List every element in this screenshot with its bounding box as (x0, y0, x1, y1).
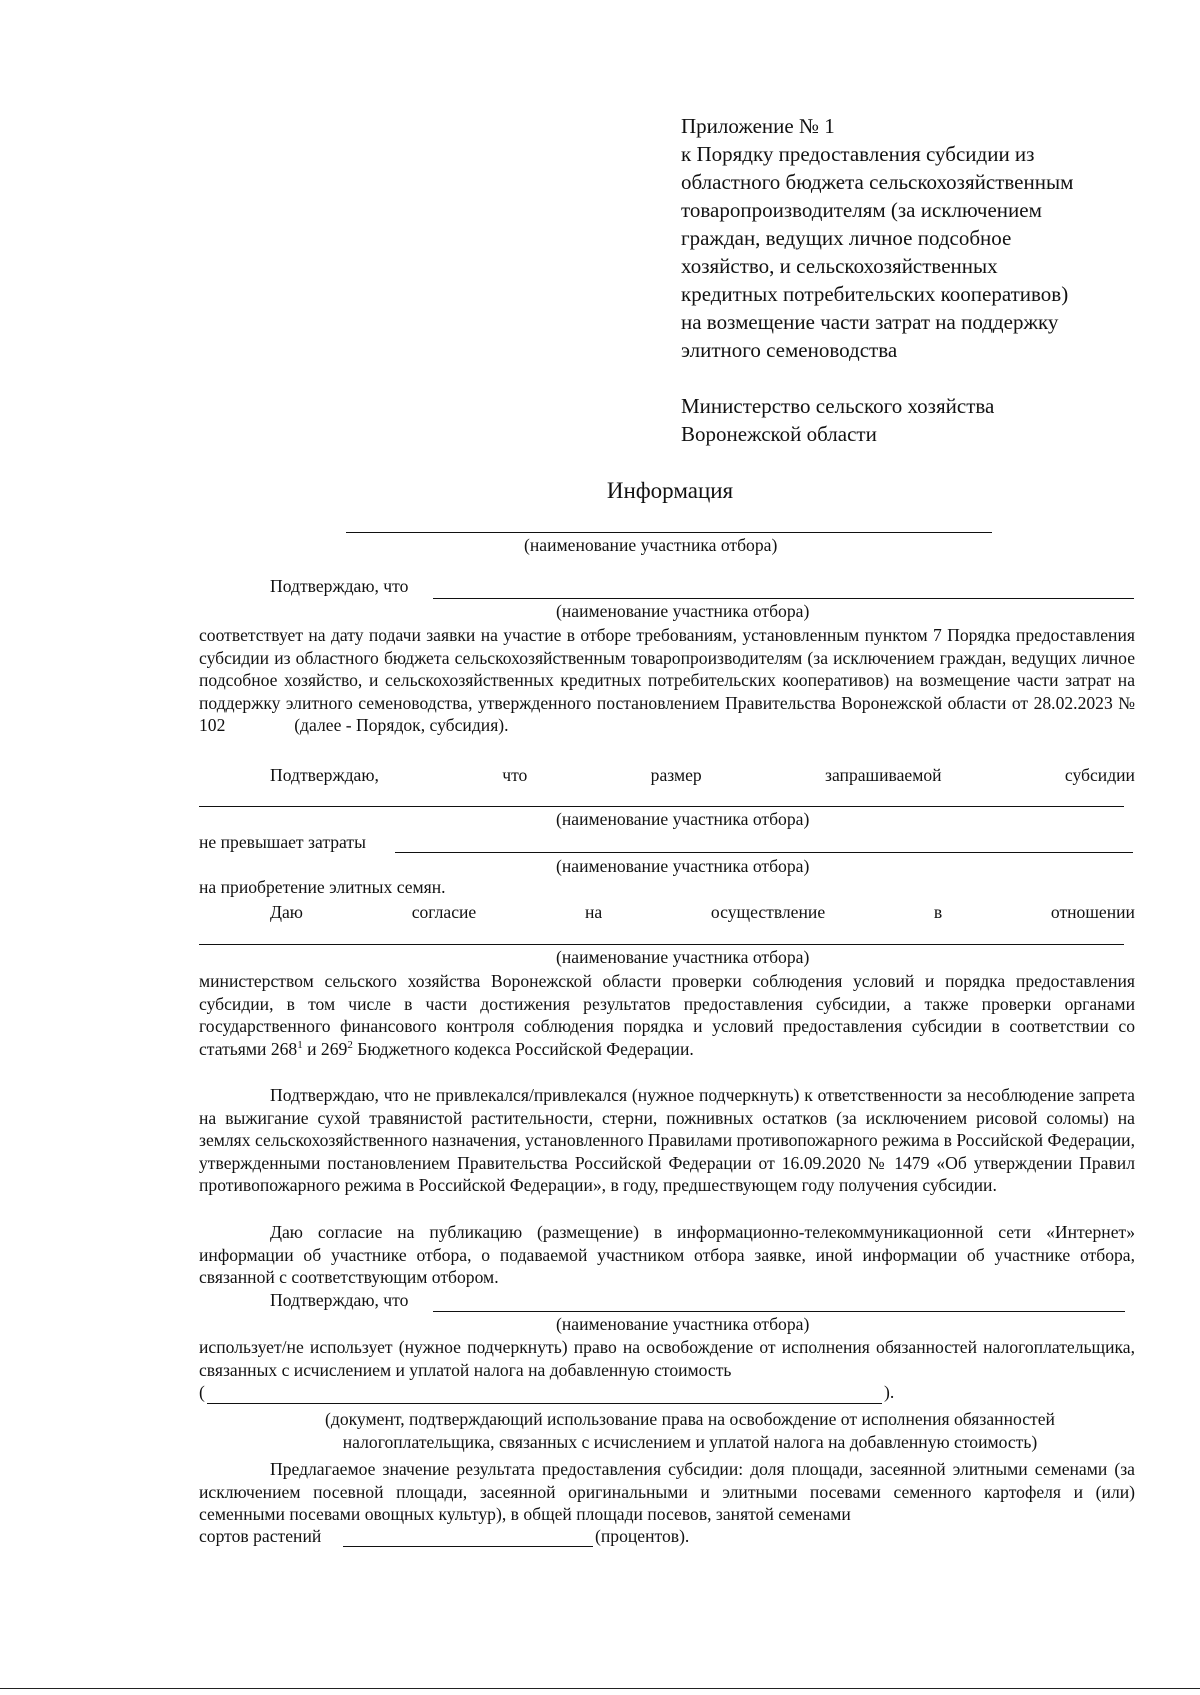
annex-line: Приложение № 1 (681, 114, 835, 138)
page-edge-line (0, 1688, 1200, 1689)
field-caption: (наименование участника отбора) (524, 535, 778, 555)
word: Даю (270, 902, 303, 922)
annex-line: хозяйство, и сельскохозяйственных (681, 254, 998, 278)
confirm-lead: Подтверждаю, что (270, 576, 409, 596)
annex-line: областного бюджета сельскохозяйственным (681, 170, 1074, 194)
word: согласие (411, 902, 477, 922)
vat-document-field[interactable] (207, 1403, 882, 1404)
confirm-lead: Подтверждаю, что (270, 1290, 409, 1310)
ministry-addressee (681, 392, 1161, 448)
annex-line: элитного семеноводства (681, 338, 898, 362)
annex-line: кредитных потребительских кооперативов) (681, 282, 1069, 306)
word: что (502, 765, 528, 785)
confirm-amount-line (270, 764, 1135, 787)
ministry-line: Воронежской области (681, 422, 877, 446)
participant-name-field[interactable] (395, 852, 1133, 853)
word: осуществление (710, 902, 826, 922)
field-caption: (наименование участника отбора) (556, 809, 810, 829)
word: размер (650, 765, 702, 785)
word: в (933, 902, 943, 922)
inspection-consent-paragraph (199, 970, 1135, 1060)
field-caption: (наименование участника отбора) (556, 947, 810, 967)
result-paragraph: Предлагаемое значение результата предоставления субсидии: доля площади, засеянной элитными семенами (за исключением посевной площади, засеянной оригинальными и элитными посевами семенного картофеля и (или) семенными посевами овощных культур), в общей площади посевов, занятой семенами (199, 1459, 1135, 1525)
consent-text: министерством сельского хозяйства Воронежской области проверки соблюдения условий и порядка предоставления субсидии, в том числе в части достижения результатов предоставления субсидии, а также проверки органами государственного финансового контроля соблюдения порядка и условий предоставления субсидии в соответствии со статьями 268 (199, 971, 1135, 1059)
close-paren: ). (884, 1382, 895, 1402)
ministry-line: Министерство сельского хозяйства (681, 394, 995, 418)
word: на (584, 902, 603, 922)
field-caption: (наименование участника отбора) (556, 1314, 810, 1334)
consent-text: Бюджетного кодекса Российской Федерации. (352, 1038, 694, 1059)
open-paren: ( (199, 1382, 205, 1402)
caption-line: (документ, подтверждающий использование права на освобождение от исполнения обязанностей (325, 1409, 1055, 1429)
caption-line: налогоплательщика, связанных с исчислением и уплатой налога на добавленную стоимость) (342, 1431, 1038, 1452)
annex-line: граждан, ведущих личное подсобное (681, 226, 1012, 250)
word: Подтверждаю, (270, 765, 379, 785)
result-unit: (процентов). (595, 1526, 690, 1546)
annex-line: к Порядку предоставления субсидии из (681, 142, 1035, 166)
word: субсидии (1064, 765, 1135, 785)
participant-name-field[interactable] (433, 1311, 1125, 1312)
publication-consent-paragraph: Даю согласие на публикацию (размещение) в информационно-телекоммуникационной сети «Интернет» информации об участнике отбора, о подаваемой участником отбора заявке, иной информации об участнике отбора, связанной с соответствующим отбором. (199, 1222, 1135, 1288)
annex-header (681, 112, 1161, 448)
result-percent-field[interactable] (343, 1546, 593, 1547)
word: запрашиваемой (825, 765, 942, 785)
superscript: 2 (347, 1038, 353, 1051)
field-caption: (наименование участника отбора) (556, 856, 810, 876)
not-exceed-label: не превышает затраты (199, 832, 366, 852)
vat-document-caption (240, 1408, 1140, 1453)
vat-paragraph: использует/не использует (нужное подчеркнуть) право на освобождение от исполнения обязанностей налогоплательщика, связанных с исчислением и уплатой налога на добавленную стоимость (199, 1337, 1135, 1380)
document-title: Информация (606, 478, 734, 503)
requirements-paragraph (199, 624, 1135, 737)
participant-name-field[interactable] (199, 806, 1124, 807)
requirements-tail: (далее - (294, 715, 352, 736)
participant-name-field[interactable] (346, 532, 992, 533)
requirements-text: соответствует на дату подачи заявки на участие в отборе требованиям, установленным пунктом 7 Порядка предоставления субсидии из областного бюджета сельскохозяйственным товаропроизводителям (за исключением граждан, ведущих личное подсобное хозяйство, и сельскохозяйственных кредитных потребительских кооперативов) на возмещение части затрат на поддержку элитного семеноводства, утвержденного постановлением Правительства Воронежской области от 28.02.2023 № 102 (199, 625, 1135, 736)
annex-line: товаропроизводителям (за исключением (681, 198, 1042, 222)
superscript: 1 (297, 1038, 303, 1051)
annex-line: на возмещение части затрат на поддержку (681, 310, 1059, 334)
field-caption: (наименование участника отбора) (556, 601, 810, 621)
participant-name-field[interactable] (199, 944, 1124, 945)
word: отношении (1050, 902, 1135, 922)
consent-line (270, 901, 1135, 924)
purchase-label: на приобретение элитных семян. (199, 877, 446, 897)
participant-name-field[interactable] (433, 598, 1134, 599)
fire-safety-paragraph: Подтверждаю, что не привлекался/привлекался (нужное подчеркнуть) к ответственности за несоблюдение запрета на выжигание сухой травянистой растительности, стерни, пожнивных остатков (за исключением рисовой соломы) на землях сельскохозяйственного назначения, установленного Правилами противопожарного режима в Российской Федерации, утвержденными постановлением Правительства Российской Федерации от 16.09.2020 № 1479 «Об утверждении Правил противопожарного режима в Российской Федерации», в году, предшествующем году получения субсидии. (199, 1085, 1135, 1196)
result-lead: сортов растений (199, 1526, 322, 1546)
requirements-last: Порядок, субсидия). (356, 715, 509, 736)
consent-text: и 269 (302, 1038, 348, 1059)
